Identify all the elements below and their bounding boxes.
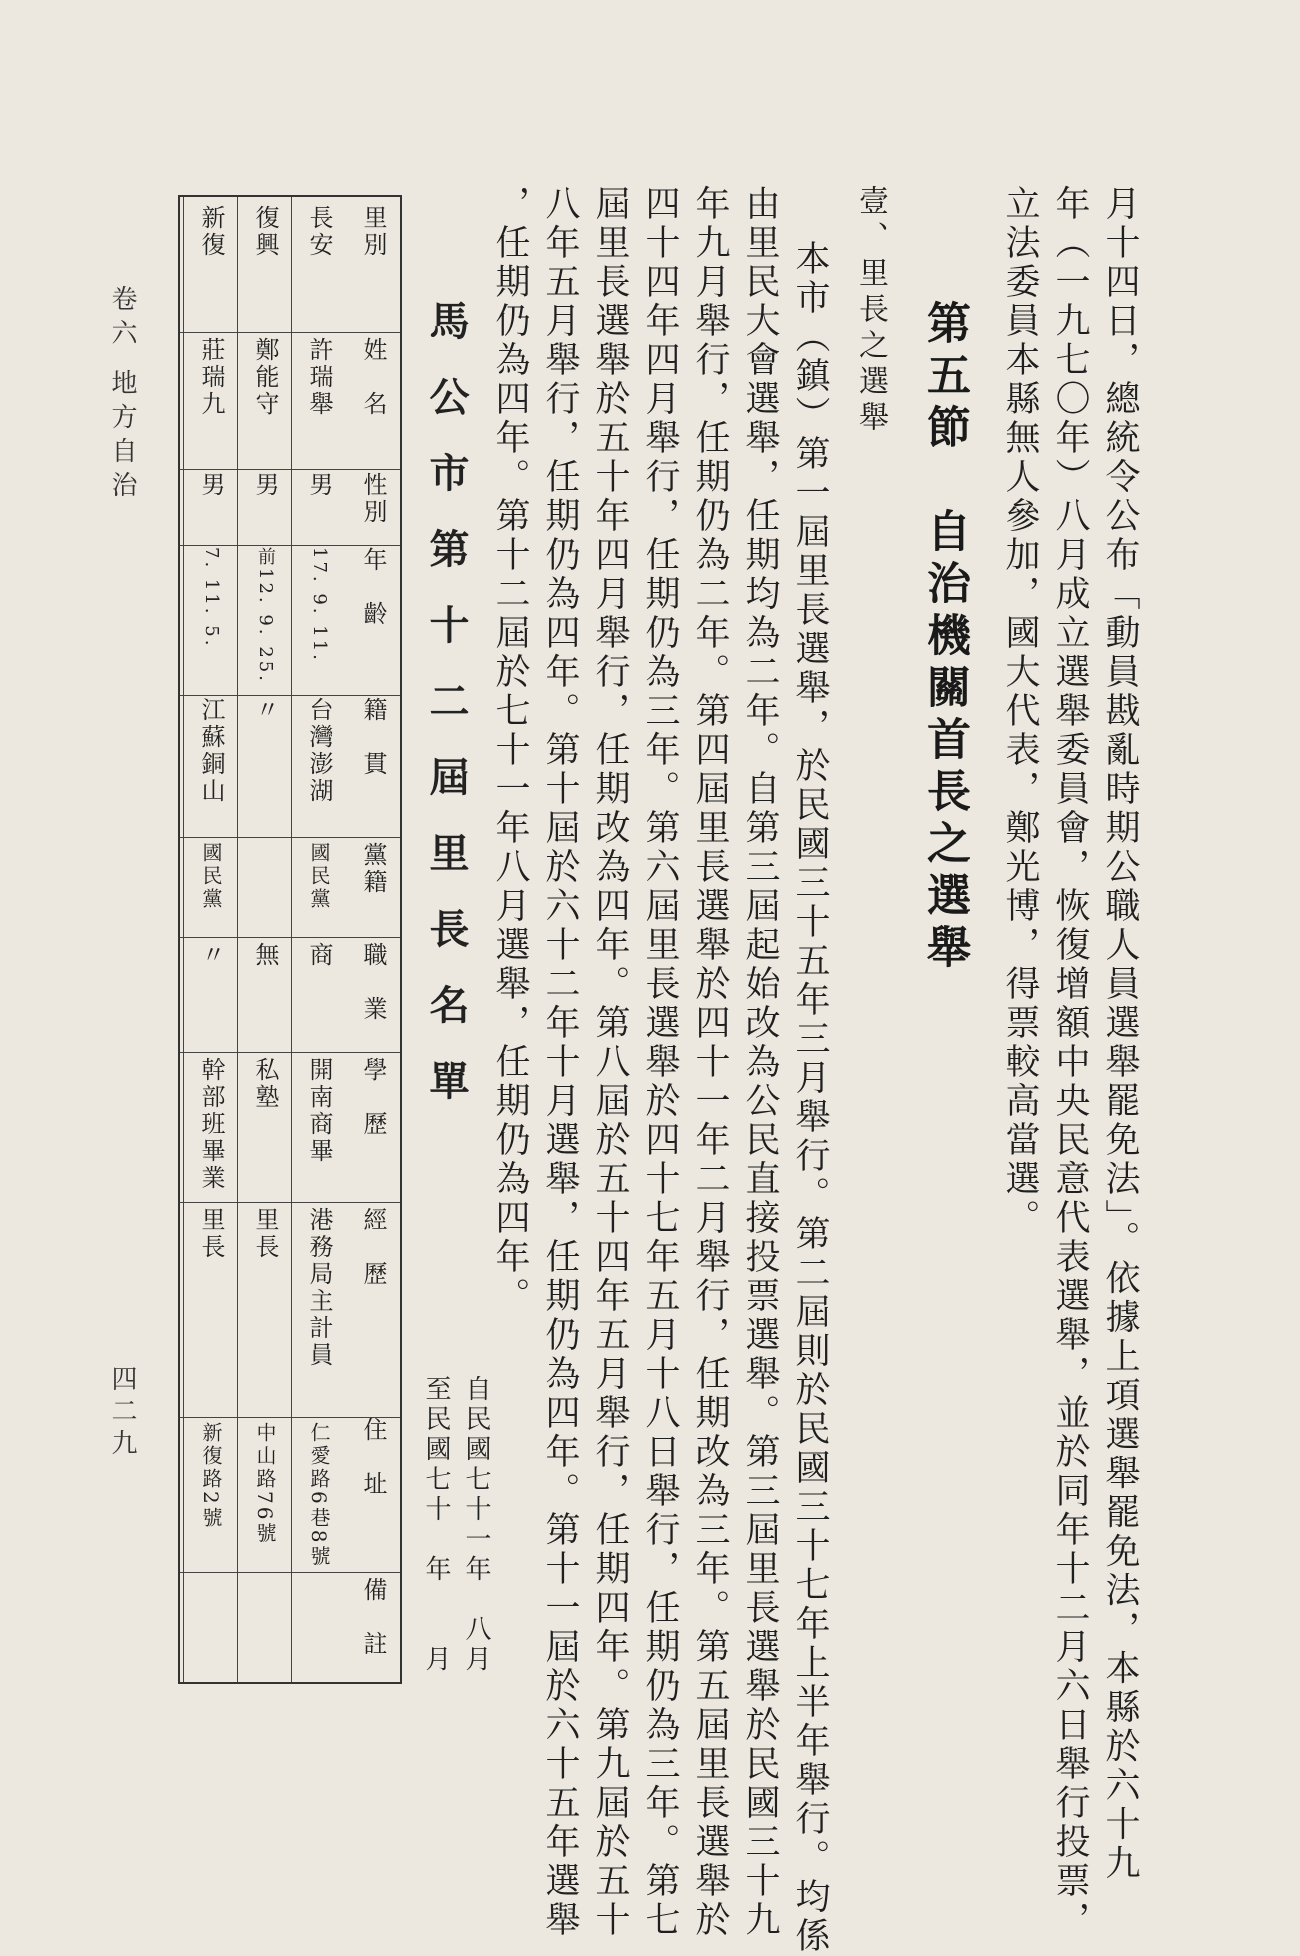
header-origin: 籍 貫 xyxy=(359,697,387,778)
roster-table xyxy=(178,195,402,1684)
section-title: 第五節 自治機關首長之選舉 xyxy=(919,300,970,976)
cell-sex: 男 xyxy=(251,472,279,499)
cell-age: 7. 11. 5. xyxy=(201,547,222,649)
body-column: 月十四日，總統令公布「動員戡亂時期公職人員選舉罷免法」。依據上項選舉罷免法，本縣於六十九 xyxy=(1100,185,1140,1884)
header-sex: 性別 xyxy=(359,472,387,526)
header-occupation: 職 業 xyxy=(359,942,387,1023)
paragraph-line: 本市（鎮）第一屆里長選舉，於民國三十五年三月舉行。第二屆則於民國三十七年上半年舉行。均係 xyxy=(790,240,830,1956)
cell-education: 私塾 xyxy=(251,1057,279,1111)
chapter-header: 卷六 地方自治 xyxy=(107,285,137,506)
table-rule xyxy=(180,545,400,546)
cell-name: 莊瑞九 xyxy=(197,337,225,418)
term-from: 自民國七十一年 八月 xyxy=(461,1375,491,1675)
paragraph-line: 四十四年四月舉行，任期仍為三年。第六屆里長選舉於四十七年五月十八日舉行，任期仍為三年。第七 xyxy=(640,185,680,1940)
cell-age: 17. 9. 11. xyxy=(309,547,330,663)
cell-experience: 里長 xyxy=(197,1207,225,1261)
cell-education: 幹部班畢業 xyxy=(197,1057,225,1192)
table-rule xyxy=(180,1052,400,1053)
table-header-column xyxy=(346,197,400,1682)
cell-sex: 男 xyxy=(305,472,333,499)
paragraph-line: 由里民大會選舉，任期均為二年。自第三屆起始改為公民直接投票選舉。第三屆里長選舉於民國三十九 xyxy=(740,185,780,1940)
table-row xyxy=(183,197,238,1682)
table-row xyxy=(237,197,292,1682)
cell-age: 前12. 9. 25. xyxy=(255,547,276,684)
cell-address: 中山路76號 xyxy=(253,1422,277,1546)
table-rule xyxy=(180,695,400,696)
term-to: 至民國七十 年 月 xyxy=(421,1375,451,1675)
header-name: 姓 名 xyxy=(359,337,387,418)
subheading: 壹、里長之選舉 xyxy=(853,185,888,437)
cell-occupation: 商 xyxy=(305,942,333,969)
table-rule xyxy=(180,1572,400,1573)
paragraph-line: 年九月舉行，任期仍為二年。第四屆里長選舉於四十一年二月舉行，任期改為三年。第五屆里長選舉於 xyxy=(690,185,730,1940)
cell-village: 復興 xyxy=(251,205,279,259)
header-party: 黨籍 xyxy=(359,842,387,896)
cell-origin: 台灣澎湖 xyxy=(305,697,333,805)
body-column: 立法委員本縣無人參加，國大代表，鄭光博，得票較高當選。 xyxy=(1000,185,1040,1238)
table-row xyxy=(291,197,346,1682)
table-rule xyxy=(180,1417,400,1418)
paragraph-line: 八年五月舉行，任期仍為四年。第十屆於六十二年十月選舉，任期仍為四年。第十一屆於六十五年選舉 xyxy=(540,185,580,1940)
header-education: 學 歷 xyxy=(359,1057,387,1138)
paragraph-line: 屆里長選舉於五十年四月舉行，任期改為四年。第八屆於五十四年五月舉行，任期四年。第九屆於五十 xyxy=(590,185,630,1940)
table-rule xyxy=(180,1202,400,1203)
cell-village: 新復 xyxy=(197,205,225,259)
cell-name: 許瑞舉 xyxy=(305,337,333,418)
cell-origin: 江蘇銅山 xyxy=(197,697,225,805)
header-village: 里別 xyxy=(359,205,387,259)
header-age: 年 齡 xyxy=(359,547,387,628)
cell-sex: 男 xyxy=(197,472,225,499)
cell-occupation: 〃 xyxy=(197,942,225,969)
cell-address: 新復路2號 xyxy=(199,1422,223,1530)
body-column: 年（一九七〇年）八月成立選舉委員會，恢復增額中央民意代表選舉，並於同年十二月六日舉行投票， xyxy=(1050,185,1090,1940)
paragraph-line: ，任期仍為四年。第十二屆於七十一年八月選舉，任期仍為四年。 xyxy=(490,185,530,1316)
header-experience: 經 歷 xyxy=(359,1207,387,1288)
table-rule xyxy=(180,332,400,333)
table-rule xyxy=(180,837,400,838)
cell-party: 國民黨 xyxy=(199,842,223,911)
cell-name: 鄭能守 xyxy=(251,337,279,418)
cell-village: 長安 xyxy=(305,205,333,259)
header-address: 住 址 xyxy=(359,1417,387,1498)
cell-experience: 港務局主計員 xyxy=(305,1207,333,1369)
table-rule xyxy=(180,469,400,470)
page-number: 四二九 xyxy=(107,1365,137,1461)
cell-experience: 里長 xyxy=(251,1207,279,1261)
table-rule xyxy=(180,937,400,938)
cell-occupation: 無 xyxy=(251,942,279,969)
cell-address: 仁愛路6巷8號 xyxy=(307,1422,331,1569)
cell-education: 開南商畢 xyxy=(305,1057,333,1165)
cell-party: 國民黨 xyxy=(307,842,331,911)
header-remarks: 備 註 xyxy=(359,1577,387,1658)
roster-title: 馬公市第十二屆里長名單 xyxy=(423,300,470,1136)
cell-origin: 〃 xyxy=(251,697,279,724)
